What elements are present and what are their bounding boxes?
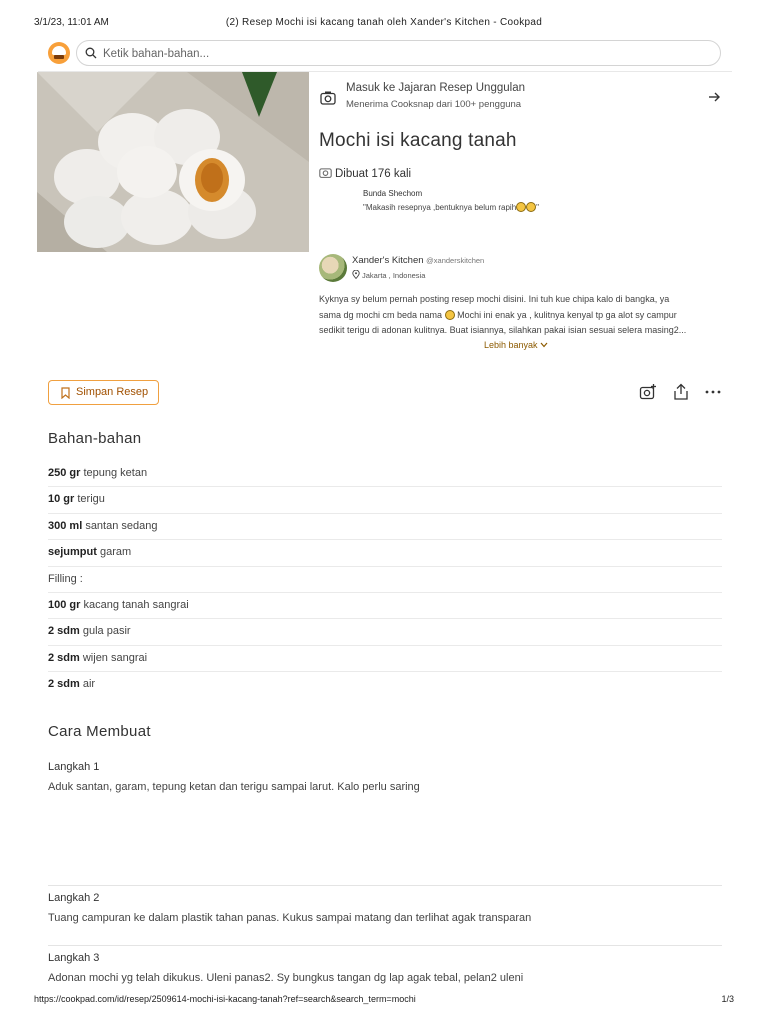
save-recipe-label: Simpan Resep	[76, 386, 149, 398]
story-text: Mochi ini enak ya , kulitnya kenyal tp ga alot sy campur	[457, 309, 677, 320]
step-label: Langkah 2	[48, 892, 100, 904]
ingredient-name: kacang tanah sangrai	[83, 598, 189, 611]
read-more-label: Lebih banyak	[484, 340, 538, 350]
ingredient-name: gula pasir	[82, 625, 131, 638]
ingredient-name: terigu	[77, 493, 105, 506]
cooksnap-quote-text: "Makasih resepnya ,bentuknya belum rapih	[363, 203, 517, 212]
ingredient-item	[48, 646, 722, 672]
ingredient-item	[48, 540, 722, 566]
step-item	[48, 892, 722, 924]
ingredients-heading: Bahan-bahan	[48, 430, 142, 447]
top-bar	[46, 38, 724, 68]
ingredient-qty: 100 gr	[48, 598, 81, 611]
chevron-down-icon	[540, 342, 548, 348]
ingredient-item	[48, 672, 722, 698]
cooksnap-banner-subtitle: Menerima Cooksnap dari 100+ pengguna	[346, 99, 522, 110]
cooksnap-banner[interactable]	[319, 80, 721, 120]
grimace-emoji-icon	[526, 202, 536, 212]
location-pin-icon	[352, 270, 360, 279]
ingredient-item	[48, 487, 722, 513]
cookpad-logo-icon[interactable]	[48, 42, 70, 64]
print-url: https://cookpad.com/id/resep/2509614-mochi-isi-kacang-tanah?ref=search&search_term=mochi	[34, 994, 416, 1004]
step-text: Tuang campuran ke dalam plastik tahan panas. Kukus sampai matang dan terlihat agak transparan	[48, 912, 532, 924]
cooksnap-quote-end: "	[536, 203, 539, 212]
ingredient-qty: 2 sdm	[48, 651, 80, 664]
recipe-story	[319, 292, 721, 339]
author-name[interactable]: Xander's Kitchen	[352, 255, 424, 266]
ingredient-item	[48, 514, 722, 540]
grin-emoji-icon	[445, 310, 455, 320]
share-icon[interactable]	[672, 383, 690, 401]
ingredient-name: tepung ketan	[83, 467, 148, 479]
step-label: Langkah 1	[48, 761, 100, 773]
ingredient-name: Filling :	[48, 572, 83, 585]
step-label: Langkah 3	[48, 952, 100, 964]
story-line: sedikit terigu di adonan kulitnya. Buat isiannya, silahkan pakai isian sesuai selera masing2...	[319, 325, 687, 335]
ingredient-qty: 10 gr	[48, 493, 75, 506]
story-text: sama dg mochi cm beda nama	[319, 309, 443, 320]
ingredient-item	[48, 593, 722, 619]
step-divider	[48, 885, 722, 886]
search-icon	[85, 47, 97, 59]
made-count	[319, 166, 411, 180]
ingredient-item	[48, 619, 722, 645]
step-text: Adonan mochi yg telah dikukus. Uleni panas2. Sy bungkus tangan dg lap agak tebal, pelan2 uleni	[48, 972, 524, 984]
print-page-title: (2) Resep Mochi isi kacang tanah oleh Xander's Kitchen - Cookpad	[225, 17, 543, 28]
step-text: Aduk santan, garam, tepung ketan dan terigu sampai larut. Kalo perlu saring	[48, 781, 420, 793]
steps-heading: Cara Membuat	[48, 723, 151, 740]
ingredient-name: garam	[99, 546, 132, 559]
more-options-icon[interactable]	[704, 383, 722, 401]
ingredient-name: wijen sangrai	[82, 651, 148, 664]
author-avatar[interactable]	[319, 254, 347, 282]
search-bar[interactable]	[76, 40, 721, 66]
author[interactable]	[352, 255, 484, 266]
save-recipe-button[interactable]	[48, 380, 159, 405]
author-location-text: Jakarta , Indonesia	[362, 271, 426, 280]
ingredient-item	[48, 461, 722, 487]
story-line: Kyknya sy belum pernah posting resep mochi disini. Ini tuh kue chipa kalo di bangka, ya	[319, 294, 670, 304]
grimace-emoji-icon	[516, 202, 526, 212]
add-cooksnap-icon[interactable]	[639, 383, 657, 401]
print-page-number: 1/3	[721, 994, 734, 1004]
recipe-photo[interactable]	[37, 72, 309, 252]
camera-icon	[320, 90, 336, 106]
print-datetime: 3/1/23, 11:01 AM	[34, 17, 109, 28]
bookmark-icon	[61, 387, 70, 399]
ingredients-list	[48, 461, 722, 699]
ingredient-name: santan sedang	[85, 519, 158, 532]
ingredient-qty: sejumput	[48, 546, 97, 559]
read-more-link[interactable]	[484, 340, 548, 350]
author-handle[interactable]: @xanderskitchen	[426, 256, 485, 265]
cooksnap-user-name[interactable]: Bunda Shechom	[363, 189, 423, 198]
print-header	[0, 17, 768, 31]
cooksnap-banner-title: Masuk ke Jajaran Resep Unggulan	[346, 82, 525, 94]
arrow-right-icon[interactable]	[707, 90, 721, 104]
ingredient-subheading	[48, 567, 722, 593]
ingredient-qty: 300 ml	[48, 519, 83, 532]
cooksnap-quote	[363, 202, 539, 212]
recipe-title: Mochi isi kacang tanah	[319, 130, 517, 151]
step-item	[48, 761, 722, 793]
search-input[interactable]	[103, 45, 703, 62]
step-divider	[48, 945, 722, 946]
author-location	[352, 270, 425, 280]
made-count-text: Dibuat 176 kali	[335, 168, 412, 180]
camera-icon	[319, 166, 332, 179]
ingredient-name: air	[82, 678, 96, 691]
ingredient-qty: 2 sdm	[48, 625, 80, 638]
ingredient-qty: 2 sdm	[48, 678, 80, 691]
ingredient-qty: 250 gr	[48, 467, 81, 479]
step-item	[48, 952, 722, 984]
story-line	[319, 308, 721, 324]
